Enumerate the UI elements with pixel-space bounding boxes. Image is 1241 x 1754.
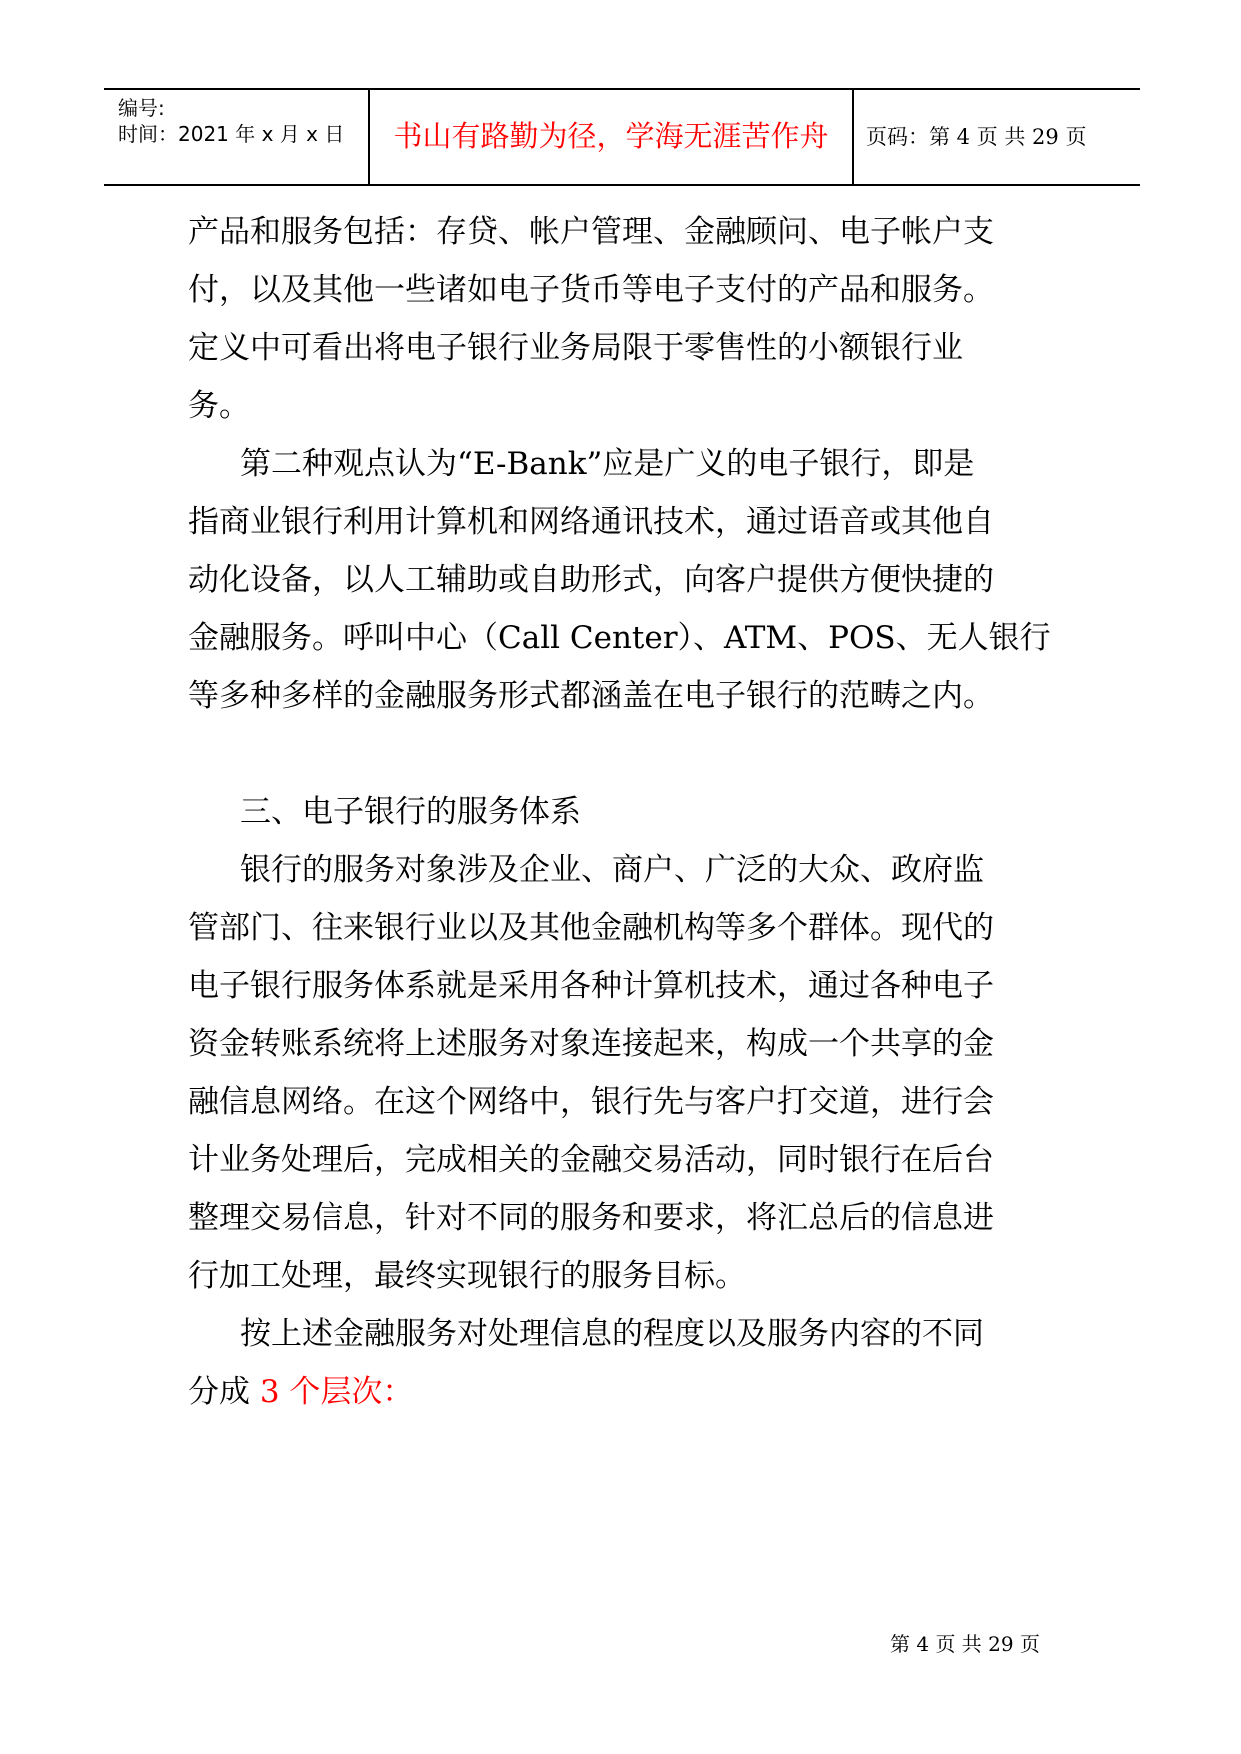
last-line-prefix: 分成 xyxy=(188,1374,260,1410)
body-line: 第二种观点认为“E-Bank”应是广义的电子银行，即是 xyxy=(240,446,975,482)
body-line: 产品和服务包括：存贷、帐户管理、金融顾问、电子帐户支 xyxy=(188,214,994,250)
section-heading: 三、电子银行的服务体系 xyxy=(240,794,581,830)
document-number-label: 编号: xyxy=(118,96,165,120)
body-line: 管部门、往来银行业以及其他金融机构等多个群体。现代的 xyxy=(188,910,994,946)
document-time-label: 时间：2021 年 x 月 x 日 xyxy=(118,122,345,146)
body-line: 电子银行服务体系就是采用各种计算机技术，通过各种电子 xyxy=(188,968,994,1004)
body-line: 务。 xyxy=(188,388,250,424)
header-meta-cell xyxy=(104,90,370,184)
body-line: 动化设备，以人工辅助或自助形式，向客户提供方便快捷的 xyxy=(188,562,994,598)
body-line: 整理交易信息，针对不同的服务和要求，将汇总后的信息进 xyxy=(188,1200,994,1236)
header-motto-cell xyxy=(370,90,854,184)
body-line: 定义中可看出将电子银行业务局限于零售性的小额银行业 xyxy=(188,330,963,366)
page-header xyxy=(104,88,1140,186)
body-line: 金融服务。呼叫中心（Call Center）、ATM、POS、无人银行 xyxy=(188,620,1051,656)
body-line: 行加工处理，最终实现银行的服务目标。 xyxy=(188,1258,746,1294)
body-line: 按上述金融服务对处理信息的程度以及服务内容的不同 xyxy=(240,1316,984,1352)
highlighted-levels-text: 3 个层次： xyxy=(259,1374,414,1410)
body-line: 指商业银行利用计算机和网络通讯技术，通过语音或其他自 xyxy=(188,504,994,540)
body-line-last xyxy=(188,1372,413,1412)
header-page-info: 页码：第 4 页 共 29 页 xyxy=(866,125,1087,149)
body-line: 银行的服务对象涉及企业、商户、广泛的大众、政府监 xyxy=(240,852,984,888)
body-line: 计业务处理后，完成相关的金融交易活动，同时银行在后台 xyxy=(188,1142,994,1178)
body-line: 等多种多样的金融服务形式都涵盖在电子银行的范畴之内。 xyxy=(188,678,994,714)
page-footer: 第 4 页 共 29 页 xyxy=(890,1632,1040,1656)
header-page-cell xyxy=(854,90,1140,184)
header-motto: 书山有路勤为径，学海无涯苦作舟 xyxy=(393,119,829,153)
body-line: 付，以及其他一些诸如电子货币等电子支付的产品和服务。 xyxy=(188,272,994,308)
body-line: 资金转账系统将上述服务对象连接起来，构成一个共享的金 xyxy=(188,1026,994,1062)
body-line: 融信息网络。在这个网络中，银行先与客户打交道，进行会 xyxy=(188,1084,994,1120)
